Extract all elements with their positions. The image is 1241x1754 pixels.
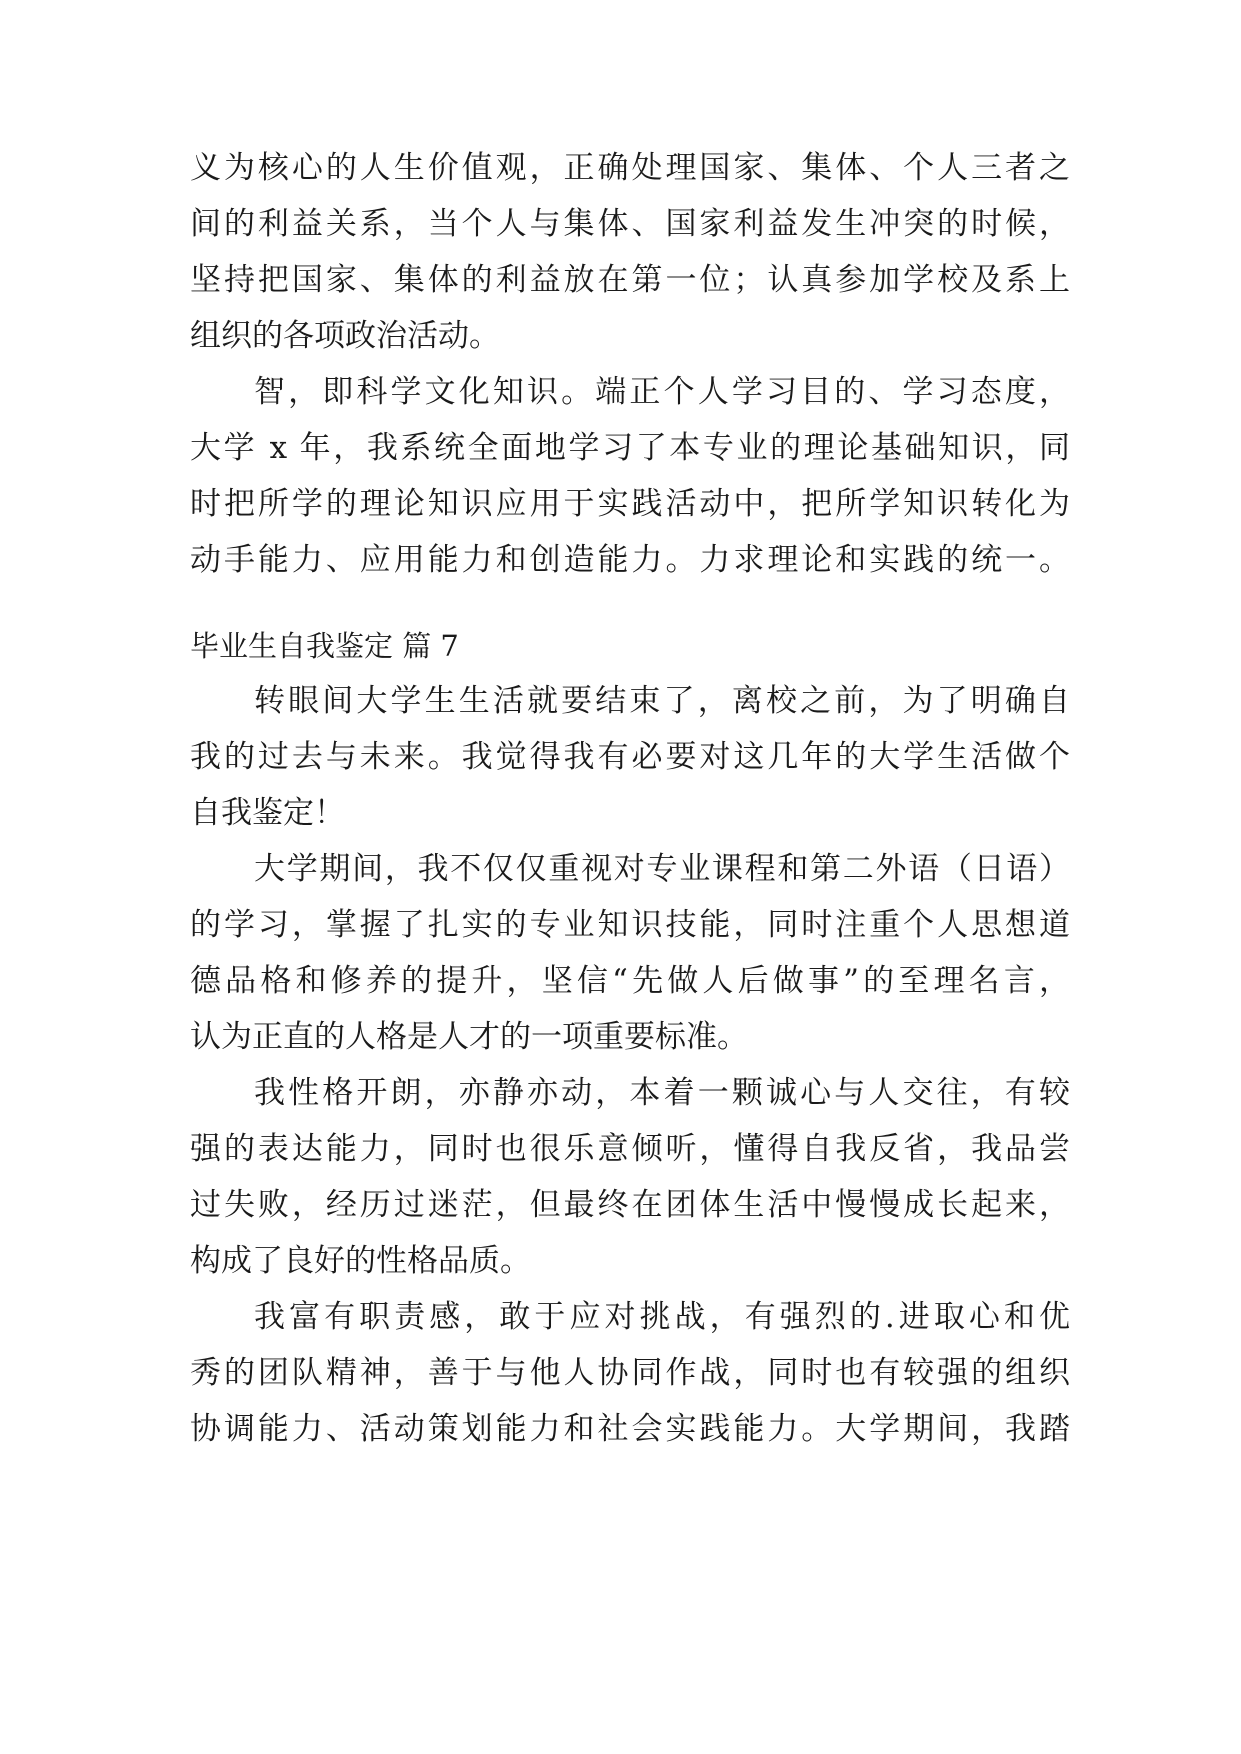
text-line: 转眼间大学生生活就要结束了，离校之前，为了明确自 <box>254 683 1070 719</box>
text-line: 过失败，经历过迷茫，但最终在团体生活中慢慢成长起来， <box>190 1187 1070 1223</box>
text-line: 义为核心的人生价值观，正确处理国家、集体、个人三者之 <box>190 150 1070 186</box>
text-line: 德品格和修养的提升，坚信“先做人后做事”的至理名言， <box>190 963 1070 999</box>
text-line: 协调能力、活动策划能力和社会实践能力。大学期间，我踏 <box>190 1411 1070 1447</box>
text-line: 认为正直的人格是人才的一项重要标准。 <box>190 1019 748 1055</box>
text-line: 我性格开朗，亦静亦动，本着一颗诚心与人交往，有较 <box>254 1075 1070 1111</box>
text-line: 动手能力、应用能力和创造能力。力求理论和实践的统一。 <box>190 542 1070 578</box>
text-line: 坚持把国家、集体的利益放在第一位；认真参加学校及系上 <box>190 262 1070 298</box>
text-line: 间的利益关系，当个人与集体、国家利益发生冲突的时候， <box>190 206 1070 242</box>
text-line: 大学 x 年，我系统全面地学习了本专业的理论基础知识，同 <box>190 430 1070 466</box>
text-line: 智，即科学文化知识。端正个人学习目的、学习态度， <box>254 374 1070 410</box>
text-line: 时把所学的理论知识应用于实践活动中，把所学知识转化为 <box>190 486 1070 522</box>
text-line: 强的表达能力，同时也很乐意倾听，懂得自我反省，我品尝 <box>190 1131 1070 1167</box>
text-line: 组织的各项政治活动。 <box>190 318 500 354</box>
text-line: 的学习，掌握了扎实的专业知识技能，同时注重个人思想道 <box>190 907 1070 943</box>
text-line: 我的过去与未来。我觉得我有必要对这几年的大学生活做个 <box>190 739 1070 775</box>
text-line: 构成了良好的性格品质。 <box>190 1243 531 1279</box>
text-line: 自我鉴定！ <box>190 795 345 831</box>
text-line: 我富有职责感，敢于应对挑战，有强烈的.进取心和优 <box>254 1299 1070 1335</box>
text-line: 秀的团队精神，善于与他人协同作战，同时也有较强的组织 <box>190 1355 1070 1391</box>
section-heading: 毕业生自我鉴定 篇 7 <box>190 629 459 663</box>
text-line: 大学期间，我不仅仅重视对专业课程和第二外语（日语） <box>254 851 1070 887</box>
